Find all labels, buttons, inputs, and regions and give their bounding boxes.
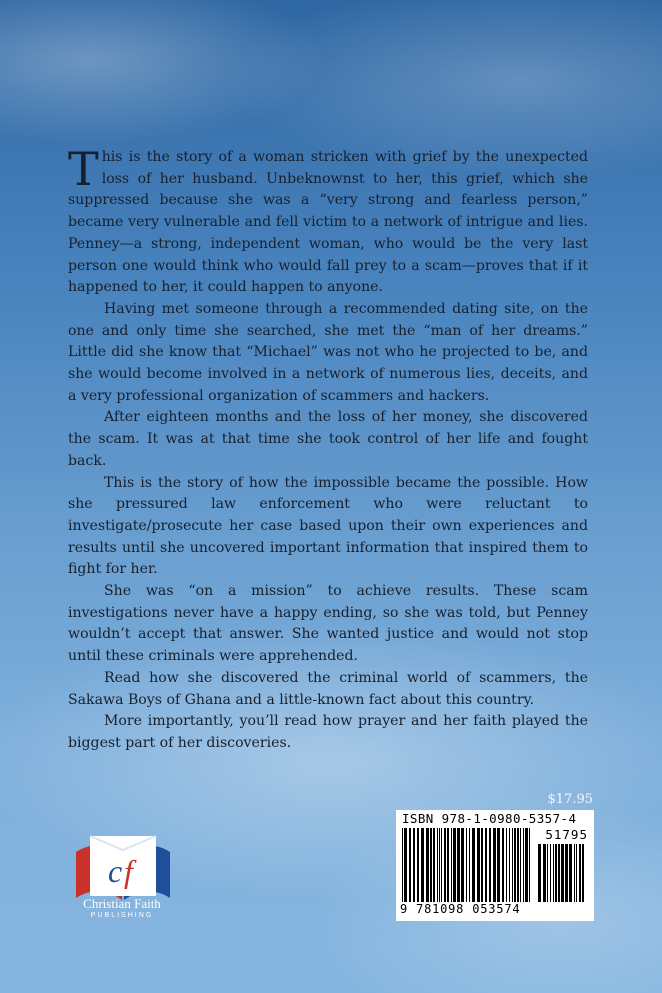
drop-cap: T: [68, 142, 99, 196]
barcode-bar: [433, 828, 435, 902]
blurb-paragraph: Having met someone through a recommended dating site, on the one and only time she searched, she met the “man of her dreams.” Little did she know that “Michael” was not who he projected to be, and she would become involved in a network of numerous lies, deceits, and a very professional organization of scammers and hackers.: [68, 300, 588, 404]
barcode-bars: [402, 828, 530, 902]
barcode-bar: [485, 828, 487, 902]
barcode-bar: [439, 828, 440, 902]
blurb-paragraph: This is the story of a woman stricken with grief by the unexpected loss of her husband. Unbeknownst to her, this grief, which she suppressed because she was a “very strong and fearless person,” became very vulnerable and fell victim to a network of intrigue and lies. Penney—a strong, independent woman, who would be the very last person one would think who would fall prey to a scam—proves that if it happened to her, it could happen to anyone.: [68, 142, 588, 296]
blurb-paragraph: Read how she discovered the criminal world of scammers, the Sakawa Boys of Ghana and a little-known fact about this country.: [68, 669, 588, 708]
barcode-bar: [555, 844, 557, 902]
barcode-bar: [461, 828, 464, 902]
barcode-bar: [497, 828, 500, 902]
price-addon-code: 51795: [545, 827, 588, 842]
barcode-bar: [441, 828, 442, 902]
barcode-bar: [402, 828, 403, 902]
barcode-bar: [444, 828, 446, 902]
barcode-bar: [547, 844, 548, 902]
barcode-bar: [553, 844, 554, 902]
price-label: $17.95: [547, 792, 593, 807]
barcode-bar: [466, 828, 467, 902]
barcode-bar: [472, 828, 475, 902]
blurb-paragraph: This is the story of how the impossible became the possible. How she pressured law enforcement who were reluctant to investigate/prosecute her case based upon their own experiences and results until she uncovered important information that inspired them to fight for her.: [68, 474, 588, 578]
barcode-bar: [574, 844, 575, 902]
barcode-bar: [550, 844, 551, 902]
barcode-bar: [417, 828, 419, 902]
barcode-bar: [447, 828, 449, 902]
addon-barcode-bars: [538, 844, 586, 902]
barcode-bar: [558, 844, 560, 902]
barcode-bar: [525, 828, 528, 902]
barcode-bar: [582, 844, 584, 902]
barcode-bar: [451, 828, 452, 902]
barcode-bar: [437, 828, 438, 902]
barcode-bar: [506, 828, 507, 902]
barcode-bar: [404, 828, 407, 902]
logo-c: c: [108, 853, 123, 889]
barcode-bar: [493, 828, 496, 902]
logo-f: f: [124, 853, 133, 889]
barcode-bar: [576, 844, 577, 902]
barcode-bar: [523, 828, 524, 902]
publisher-name: Christian Faith: [83, 896, 161, 911]
barcode-bar: [538, 844, 541, 902]
barcode-bar: [509, 828, 510, 902]
barcode-bar: [409, 828, 411, 902]
book-blurb: [68, 142, 588, 755]
blurb-paragraph: She was “on a mission” to achieve results. These scam investigations never have a happy ending, so she was told, but Penney wouldn’t accept that answer. She wanted justice and would not stop until these criminals were apprehended.: [68, 583, 588, 665]
barcode-bar: [477, 828, 480, 902]
barcode-bar: [514, 828, 516, 902]
barcode-bar: [421, 828, 424, 902]
publisher-subtitle: PUBLISHING: [90, 912, 154, 919]
barcode-bar: [457, 828, 460, 902]
isbn-text: ISBN 978-1-0980-5357-4: [402, 811, 577, 826]
barcode-bar: [543, 844, 546, 902]
isbn-barcode: [396, 810, 594, 921]
barcode-bar: [561, 844, 564, 902]
blurb-paragraph: After eighteen months and the loss of her money, she discovered the scam. It was at that time she took control of her life and fought back.: [68, 409, 588, 469]
barcode-bar: [430, 828, 432, 902]
barcode-bar: [529, 828, 530, 902]
barcode-bar: [426, 828, 429, 902]
barcode-digits: 9 781098 053574: [400, 902, 521, 916]
barcode-bar: [579, 844, 581, 902]
barcode-bar: [502, 828, 504, 902]
barcode-bar: [520, 828, 521, 902]
barcode-bar: [489, 828, 491, 902]
barcode-bar: [517, 828, 519, 902]
barcode-bar: [453, 828, 456, 902]
blurb-paragraph: More importantly, you’ll read how prayer and her faith played the biggest part of her discoveries.: [68, 713, 588, 751]
barcode-bar: [565, 844, 568, 902]
barcode-bar: [469, 828, 470, 902]
barcode-bar: [413, 828, 415, 902]
barcode-bar: [569, 844, 572, 902]
barcode-bar: [512, 828, 513, 902]
barcode-bar: [481, 828, 483, 902]
